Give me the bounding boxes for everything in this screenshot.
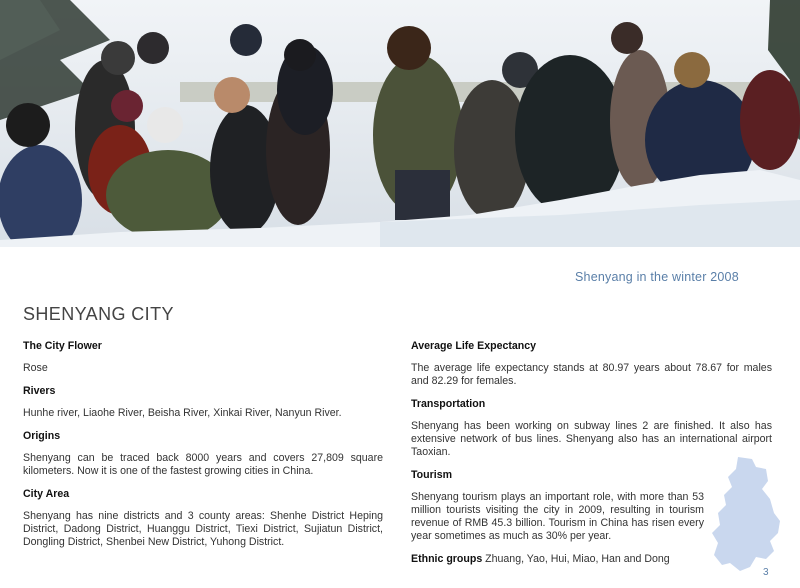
rivers-heading: Rivers: [23, 385, 56, 397]
city-area-text: Shenyang has nine districts and 3 county areas: Shenhe District Heping District, Dadong District, Huanggu District, Tiexi District, Sujiatun District, Dongling District, Shenbei New District, Yuhong District.: [23, 510, 383, 548]
shenyang-map-icon: [708, 455, 783, 580]
tourism-heading: Tourism: [411, 469, 453, 481]
page-number: 3: [763, 567, 769, 578]
winter-crowd-photo: [0, 0, 800, 247]
transportation-heading: Transportation: [411, 398, 486, 410]
tourism-text: Shenyang tourism plays an important role, with more than 53 million tourists visiting the city in 2009, resulting in tourism revenue of RMB 45.3 billion. Tourism in China has risen every year sometimes as much as 30% per year.: [411, 491, 704, 542]
flower-heading: The City Flower: [23, 340, 102, 352]
city-area-heading: City Area: [23, 488, 70, 500]
life-expectancy-text: The average life expectancy stands at 80.97 years about 78.67 for males and 82.29 for females.: [411, 362, 772, 387]
transportation-text: Shenyang has been working on subway lines 2 are finished. It also has extensive network of bus lines. Shenyang also has an international airport Taoxian.: [411, 420, 772, 458]
ethnic-groups-heading: Ethnic groups: [411, 553, 483, 565]
page-title: SHENYANG CITY: [23, 304, 174, 325]
life-expectancy-heading: Average Life Expectancy: [411, 340, 537, 352]
origins-text: Shenyang can be traced back 8000 years and covers 27,809 square kilometers. Now it is one of the fastest growing cities in China.: [23, 452, 383, 477]
origins-heading: Origins: [23, 430, 61, 442]
flower-text: Rose: [23, 362, 48, 374]
rivers-text: Hunhe river, Liaohe River, Beisha River, Xinkai River, Nanyun River.: [23, 407, 342, 419]
left-column: [23, 340, 383, 549]
photo-caption: Shenyang in the winter 2008: [575, 270, 739, 284]
ethnic-groups-text: Zhuang, Yao, Hui, Miao, Han and Dong: [482, 553, 670, 565]
